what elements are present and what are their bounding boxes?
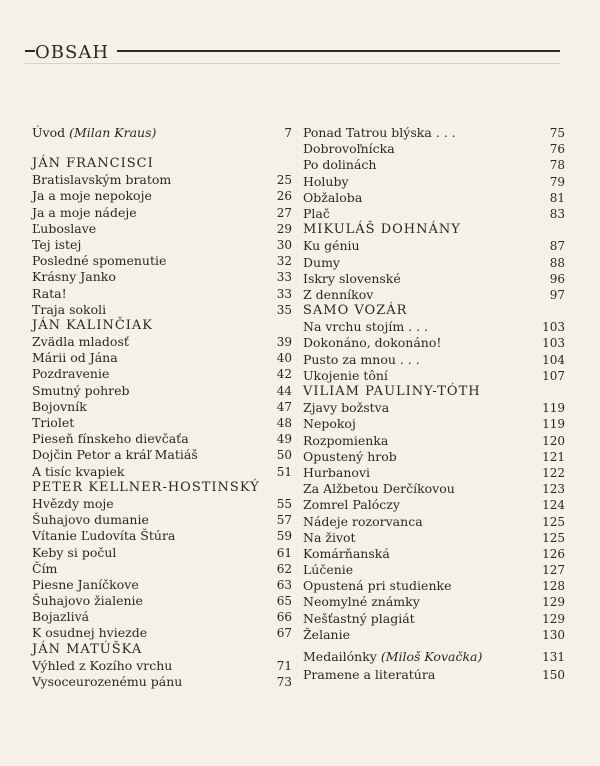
entry-title <box>32 286 67 302</box>
page-number: 7 <box>284 126 292 140</box>
page-number: 26 <box>276 189 292 204</box>
entry-label: Úvod <box>32 125 66 140</box>
entry-label: Plač <box>303 205 330 221</box>
entry-label: Ja a moje nepokoje <box>32 188 152 204</box>
entry-label: Zomrel Palóczy <box>303 497 400 513</box>
page-number: 125 <box>542 530 565 545</box>
toc-entry <box>32 577 292 593</box>
entry-label: Nešťastný plagiát <box>303 610 415 626</box>
toc-entry <box>303 649 565 667</box>
entry-label: Zvädla mladosť <box>32 334 129 350</box>
entry-author: (Miloš Kovačka) <box>380 649 483 664</box>
page-number: 107 <box>542 368 565 383</box>
author-heading <box>303 222 565 238</box>
entry-label: Bojovník <box>32 398 87 414</box>
entry-label: Zjavy božstva <box>303 400 390 416</box>
page-number: 97 <box>549 287 565 302</box>
page-number: 65 <box>276 594 292 609</box>
entry-title <box>32 415 74 431</box>
entry-label: PETER KELLNER-HOSTINSKÝ <box>32 479 260 495</box>
author-name <box>32 480 260 496</box>
entry-label: Šuhajovo dumanie <box>32 512 149 528</box>
entry-label: K osudnej hviezde <box>32 625 148 641</box>
page-number: 103 <box>542 320 565 335</box>
toc-entry <box>32 431 292 447</box>
entry-label: Iskry slovenské <box>303 270 401 286</box>
page-number: 55 <box>276 496 292 511</box>
entry-label: Medailónky <box>303 649 377 664</box>
entry-label: Pozdravenie <box>32 366 110 382</box>
toc-entry <box>303 562 565 578</box>
entry-label: Posledné spomenutie <box>32 253 167 269</box>
entry-title <box>32 253 166 269</box>
entry-title <box>303 667 435 683</box>
toc-entry <box>32 350 292 366</box>
entry-label: Dumy <box>303 254 340 270</box>
entry-label: Za Alžbetou Derčíkovou <box>303 481 455 497</box>
toc-entry <box>303 352 565 368</box>
page-number: 125 <box>542 514 565 529</box>
entry-label: Nádeje rozorvanca <box>303 513 423 529</box>
page-number: 128 <box>542 579 565 594</box>
toc-entry <box>303 449 565 465</box>
toc-entry <box>303 546 565 562</box>
toc-entry <box>32 237 292 253</box>
toc-entry <box>32 269 292 285</box>
page-number: 57 <box>276 513 292 528</box>
toc-entry <box>32 188 292 204</box>
entry-label: A tisíc kvapiek <box>32 463 125 479</box>
entry-label: Krásny Janko <box>32 269 116 285</box>
entry-label: Hurbanovi <box>303 464 371 480</box>
toc-entry <box>303 400 565 416</box>
entry-title <box>32 561 57 577</box>
header-rule-faint <box>25 63 560 64</box>
toc-entry <box>32 302 292 318</box>
entry-title <box>32 269 116 285</box>
toc-entry <box>32 512 292 528</box>
entry-label: Opustená pri studienke <box>303 578 452 594</box>
entry-title <box>303 125 456 141</box>
page-number: 62 <box>276 561 292 576</box>
entry-label: Pieseň fínskeho dievčaťa <box>32 431 189 447</box>
toc-entry <box>32 609 292 625</box>
page-number: 96 <box>549 271 565 286</box>
entry-label: Hvězdy moje <box>32 495 114 511</box>
toc-entry <box>303 141 565 157</box>
entry-label: Tej istej <box>32 236 82 252</box>
page-number: 25 <box>276 173 292 188</box>
author-name <box>303 222 461 238</box>
page-number: 81 <box>549 190 565 205</box>
page-number: 120 <box>542 433 565 448</box>
toc-entry <box>303 530 565 546</box>
entry-label: Dobrovoľnícka <box>303 141 395 157</box>
entry-label: Holuby <box>303 173 349 189</box>
entry-title <box>32 625 147 641</box>
toc-entry <box>303 125 565 141</box>
page-number: 29 <box>276 221 292 236</box>
entry-label: Komárňanská <box>303 545 390 561</box>
entry-title <box>303 287 373 303</box>
entry-label: Bratislavským bratom <box>32 172 172 188</box>
entry-label: Keby si počul <box>32 544 117 560</box>
page-number: 30 <box>276 237 292 252</box>
toc-entry <box>32 625 292 641</box>
entry-title <box>32 658 172 674</box>
toc-entry <box>303 174 565 190</box>
entry-title <box>32 674 182 690</box>
entry-title <box>32 496 114 512</box>
toc-entry <box>32 399 292 415</box>
toc-entry <box>32 658 292 674</box>
entry-title <box>32 512 149 528</box>
page-number: 73 <box>276 675 292 689</box>
toc-entry <box>303 611 565 627</box>
entry-title <box>303 465 370 481</box>
toc-entry <box>303 287 565 303</box>
page-number: 33 <box>276 286 292 301</box>
entry-label: Triolet <box>32 415 75 430</box>
toc-entry <box>32 545 292 561</box>
toc-entry <box>303 497 565 513</box>
toc-entry <box>32 528 292 544</box>
entry-title <box>32 399 87 415</box>
entry-title <box>303 449 397 465</box>
author-heading <box>32 480 292 496</box>
entry-label: Rata! <box>32 285 67 301</box>
entry-title <box>32 577 139 593</box>
toc-entry <box>303 627 565 643</box>
entry-label: Výhled z Kozího vrchu <box>32 657 173 673</box>
page-number: 124 <box>542 498 565 513</box>
toc-entry <box>303 667 565 683</box>
author-name <box>32 318 153 334</box>
entry-label: Vítanie Ľudovíta Štúra <box>32 528 176 544</box>
author-name <box>303 384 481 400</box>
entry-title <box>303 578 451 594</box>
page-number: 59 <box>276 529 292 544</box>
entry-label: Z denníkov <box>303 286 374 302</box>
page-number: 42 <box>276 367 292 382</box>
entry-title <box>303 206 330 222</box>
page-number: 131 <box>542 650 565 664</box>
entry-title <box>303 319 428 335</box>
page-number: 126 <box>542 546 565 561</box>
toc-entry <box>32 253 292 269</box>
entry-title <box>32 545 116 561</box>
entry-label: Ukojenie tôní <box>303 367 388 383</box>
entry-label: Lúčenie <box>303 562 354 578</box>
page-number: 78 <box>549 158 565 173</box>
entry-title <box>303 611 415 627</box>
author-name <box>32 156 154 172</box>
toc-entry <box>32 125 292 142</box>
toc-entry <box>32 334 292 350</box>
page-number: 129 <box>542 611 565 626</box>
toc-entry <box>303 319 565 335</box>
page-number: 119 <box>542 401 565 416</box>
entry-label: Čím <box>32 560 58 576</box>
entry-label: Vysoceurozenému pánu <box>32 674 183 689</box>
toc-entry <box>32 205 292 221</box>
entry-title <box>303 433 388 449</box>
entry-title <box>303 238 360 254</box>
page-number: 123 <box>542 482 565 497</box>
toc-entry <box>32 172 292 188</box>
page-number: 39 <box>276 335 292 350</box>
toc-entry <box>303 335 565 351</box>
entry-label: Traja sokoli <box>32 301 107 317</box>
toc-entry <box>32 415 292 431</box>
toc-entry <box>303 514 565 530</box>
entry-title <box>303 649 482 665</box>
page-number: 122 <box>542 465 565 480</box>
entry-label: JÁN KALINČIAK <box>32 317 154 333</box>
toc-entry <box>303 368 565 384</box>
page-number: 79 <box>549 174 565 189</box>
entry-label: JÁN FRANCISCI <box>32 156 154 171</box>
entry-title <box>32 172 171 188</box>
entry-title <box>303 190 362 206</box>
page-number: 129 <box>542 595 565 610</box>
entry-label: Obžaloba <box>303 189 363 205</box>
entry-label: Dokonáno, dokonáno! <box>303 335 442 351</box>
toc-entry <box>303 255 565 271</box>
entry-title <box>303 400 389 416</box>
page-number: 130 <box>542 627 565 642</box>
page-number: 75 <box>549 126 565 140</box>
entry-title <box>32 593 143 609</box>
toc-entry <box>32 383 292 399</box>
toc-entry <box>303 238 565 254</box>
entry-title <box>32 221 96 237</box>
toc-entry <box>303 481 565 497</box>
author-heading <box>32 318 292 334</box>
entry-label: Rozpomienka <box>303 432 389 448</box>
entry-title <box>303 627 350 643</box>
toc-entry <box>303 271 565 287</box>
toc-entry <box>303 206 565 222</box>
page-number: 103 <box>542 336 565 351</box>
entry-label: Smutný pohreb <box>32 382 130 398</box>
toc-entry <box>32 286 292 302</box>
page-title: OBSAH <box>35 42 117 63</box>
page-number: 150 <box>542 668 565 682</box>
entry-label: Želanie <box>303 626 350 642</box>
toc-entry <box>32 366 292 382</box>
toc-entry <box>303 578 565 594</box>
author-name <box>303 303 407 319</box>
page-number: 104 <box>542 352 565 367</box>
entry-label: Bojazlivá <box>32 609 90 625</box>
toc-entry <box>32 496 292 512</box>
spacer <box>32 142 292 156</box>
entry-title <box>303 174 349 190</box>
page-number: 27 <box>276 205 292 220</box>
entry-title <box>32 431 189 447</box>
entry-title <box>32 447 198 463</box>
page-number: 63 <box>276 577 292 592</box>
entry-label: Pramene a literatúra <box>303 667 436 682</box>
page-number: 44 <box>276 383 292 398</box>
entry-title <box>32 237 81 253</box>
toc-entry <box>303 157 565 173</box>
page-number: 119 <box>542 417 565 432</box>
entry-title <box>32 334 129 350</box>
author-heading <box>303 303 565 319</box>
entry-title <box>32 302 106 318</box>
entry-title <box>303 335 441 351</box>
entry-title <box>32 366 109 382</box>
entry-label: MIKULÁŠ DOHNÁNY <box>303 222 461 238</box>
entry-title <box>32 383 130 399</box>
toc-entry <box>303 594 565 610</box>
entry-title <box>32 205 137 221</box>
entry-label: Šuhajovo žialenie <box>32 593 143 609</box>
entry-label: Pusto za mnou . . . <box>303 351 420 367</box>
page-number: 49 <box>276 432 292 447</box>
author-heading <box>303 384 565 400</box>
entry-label: Ku géniu <box>303 238 360 254</box>
entry-title <box>303 562 353 578</box>
page-number: 87 <box>549 239 565 254</box>
entry-label: Nepokoj <box>303 416 356 432</box>
entry-title <box>303 514 423 530</box>
toc-entry <box>32 447 292 463</box>
entry-title <box>32 464 124 480</box>
page-number: 50 <box>276 448 292 463</box>
page-number: 35 <box>276 302 292 317</box>
page-number: 47 <box>276 399 292 414</box>
entry-label: Na život <box>303 529 356 545</box>
entry-label: VILIAM PAULINY-TÓTH <box>303 384 481 399</box>
page-number: 32 <box>276 254 292 269</box>
entry-label: Na vrchu stojím . . . <box>303 319 429 335</box>
author-name <box>32 642 142 658</box>
toc-entry <box>32 221 292 237</box>
entry-label: Piesne Janíčkove <box>32 576 139 592</box>
toc-entry <box>303 416 565 432</box>
entry-label: Ja a moje nádeje <box>32 204 137 220</box>
page-number: 40 <box>276 351 292 366</box>
entry-title <box>303 255 340 271</box>
entry-title <box>303 416 356 432</box>
entry-label: Ľuboslave <box>32 220 97 236</box>
page-number: 51 <box>276 464 292 479</box>
entry-title <box>303 530 356 546</box>
page-number: 48 <box>276 416 292 430</box>
entry-label: JÁN MATÚŠKA <box>32 641 143 657</box>
toc-right-column <box>303 125 565 683</box>
entry-title <box>303 368 388 384</box>
entry-title <box>303 271 401 287</box>
toc-entry <box>303 465 565 481</box>
entry-title <box>32 528 175 544</box>
page-number: 127 <box>542 563 565 578</box>
page-number: 66 <box>276 610 292 625</box>
toc-left-column <box>32 125 292 690</box>
entry-title <box>32 609 89 625</box>
page-number: 88 <box>549 255 565 270</box>
page-number: 67 <box>276 626 292 641</box>
page-number: 121 <box>542 449 565 464</box>
entry-title <box>303 546 390 562</box>
entry-label: Márii od Jána <box>32 350 118 366</box>
entry-label: Ponad Tatrou blýska . . . <box>303 125 456 140</box>
entry-label: Dojčin Petor a kráľ Matiáš <box>32 447 198 463</box>
entry-title <box>303 352 420 368</box>
entry-title <box>303 497 400 513</box>
entry-label: Neomylné známky <box>303 594 420 610</box>
page-number: 83 <box>549 206 565 221</box>
entry-label: SAMO VOZÁR <box>303 303 408 319</box>
entry-title <box>303 594 420 610</box>
toc-entry <box>32 674 292 690</box>
toc-entry <box>303 190 565 206</box>
toc-entry <box>32 561 292 577</box>
entry-label: Po dolinách <box>303 157 377 173</box>
entry-title <box>32 350 118 366</box>
entry-author: (Milan Kraus) <box>69 125 157 140</box>
toc-entry <box>32 464 292 480</box>
entry-title <box>32 125 156 141</box>
page-number: 33 <box>276 270 292 285</box>
entry-title <box>303 141 395 157</box>
toc-entry <box>32 593 292 609</box>
entry-label: Opustený hrob <box>303 448 397 464</box>
page-number: 71 <box>276 658 292 673</box>
entry-title <box>303 481 455 497</box>
entry-title <box>32 188 152 204</box>
page-number: 76 <box>549 142 565 157</box>
page-number: 61 <box>276 545 292 560</box>
author-heading <box>32 156 292 172</box>
author-heading <box>32 642 292 658</box>
toc-entry <box>303 433 565 449</box>
entry-title <box>303 157 376 173</box>
